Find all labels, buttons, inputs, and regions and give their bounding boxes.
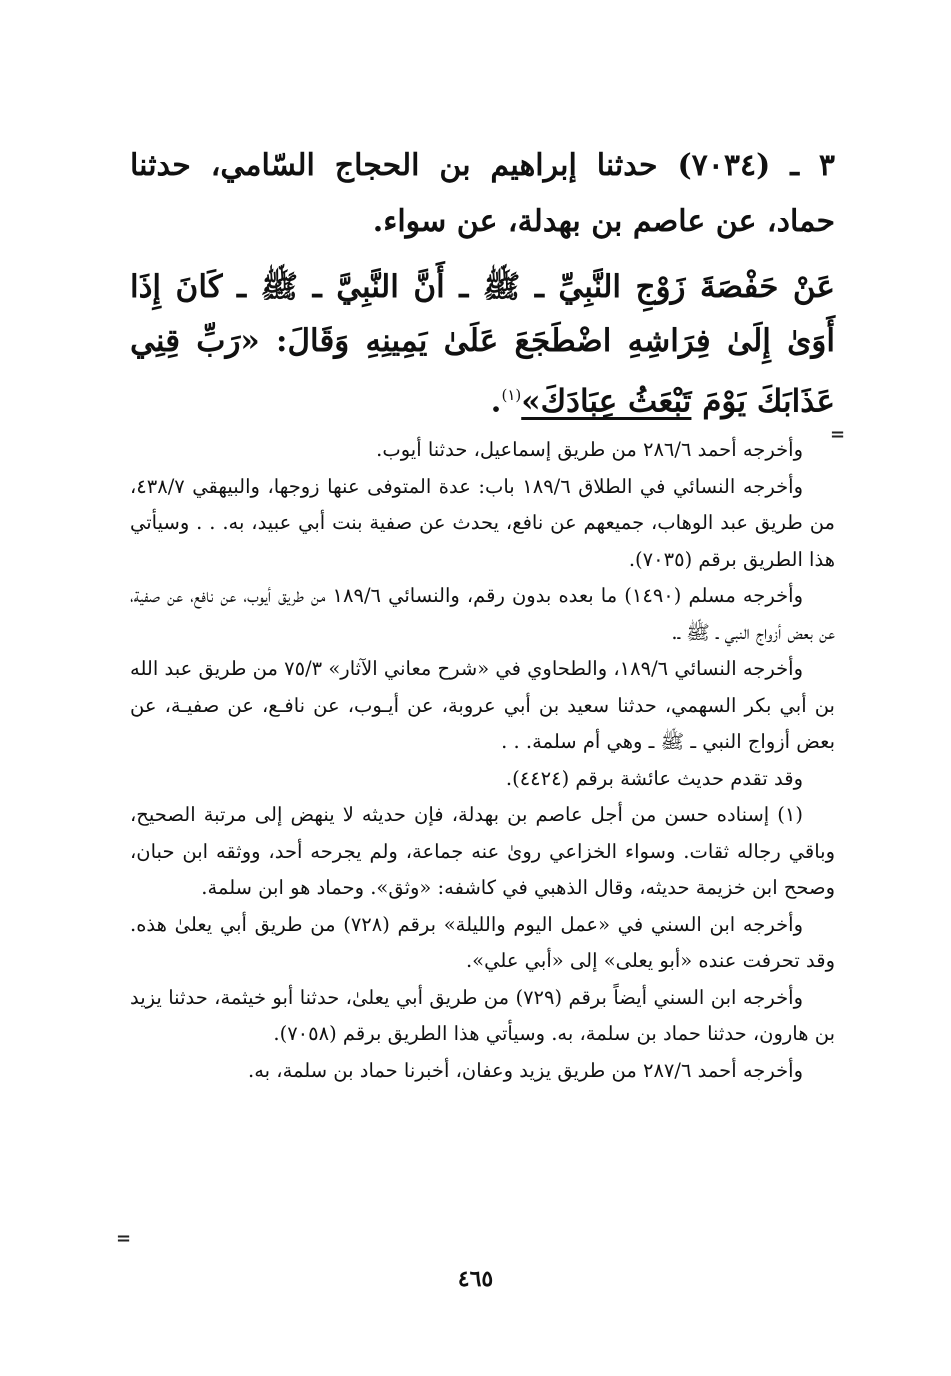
footnote-ref: (١) <box>501 386 522 404</box>
page-end-mark: = <box>116 1228 132 1249</box>
hadith-final-dot: . <box>490 383 502 420</box>
note-8: وأخرجه ابن السني أيضاً برقم (٧٢٩) من طريق أبي يعلىٰ، حدثنا أبو خيثمة، حدثنا يزيد بن هارون، حدثنا حماد بن سلمة، به. وسيأتي هذا الطريق برقم (٧٠٥٨). <box>130 985 835 1046</box>
note-3: وأخرجه مسلم (١٤٩٠) ما بعده بدون رقم، والنسائي ١٨٩/٦ من طريق أيوب، عن نافع، عن صفية، عن بعض أزواج النبي ـ ﷺ ـ. <box>130 584 835 644</box>
page-number: ٤٦٥ <box>457 1266 494 1292</box>
note-7: وأخرجه ابن السني في «عمل اليوم والليلة» برقم (٧٢٨) من طريق أبي يعلىٰ هذه. وقد تحرفت عنده «أبو يعلى» إلى «أبي علي». <box>130 912 835 973</box>
hadith-matn: عَنْ حَفْصَةَ زَوْجِ النَّبِيِّ ـ ﷺ ـ أَنَّ النَّبِيَّ ـ ﷺ ـ كَانَ إِذَا أَوَىٰ إِلَىٰ فِرَاشِهِ اضْطَجَعَ عَلَىٰ يَمِينِهِ وَقَالَ: «رَبِّ قِنِي عَذَابَكَ يَوْمَ <box>130 269 835 420</box>
hadith-text <box>130 260 835 428</box>
note-6: (١) إسناده حسن من أجل عاصم بن بهدلة، فإن حديثه لا ينهض إلى مرتبة الصحيح، وباقي رجاله ثقات. وسواء الخزاعي روىٰ عنه جماعة، ولم يجرحه أحد، ووثقه ابن حبان، وصحح ابن خزيمة حديثه، وقال الذهبي في كاشفه: «وثق». وحماد هو ابن سلمة. <box>130 803 835 900</box>
note-4: وأخرجه النسائي ١٨٩/٦، والطحاوي في «شرح معاني الآثار» ٧٥/٣ من طريق عبد الله بن أبي بكر السهمي، حدثنا سعيد بن أبي عروبة، عن أيـوب، عن نافـع، عن صفيـة، عن بعض أزواج النبي ـ ﷺ ـ وهي أم سلمة. . . <box>130 657 835 754</box>
continuation-mark: = <box>830 424 846 445</box>
footnotes <box>130 432 835 1089</box>
note-5: وقد تقدم حديث عائشة برقم (٤٤٢٤). <box>505 766 803 790</box>
page-body <box>130 138 835 1089</box>
note-2: وأخرجه النسائي في الطلاق ١٨٩/٦ باب: عدة المتوفى عنها زوجها، والبيهقي ٤٣٨/٧، من طريق عبد الوهاب، جميعهم عن نافع، يحدث عن صفية بنت أبي عبيد، به. . . وسيأتي هذا الطريق برقم (٧٠٣٥). <box>130 474 835 571</box>
note-1: وأخرجه أحمد ٢٨٦/٦ من طريق إسماعيل، حدثنا أيوب. <box>376 438 803 462</box>
hadith-heading: ٣ ـ (٧٠٣٤) حدثنا إبراهيم بن الحجاج السّامي، حدثنا حماد، عن عاصم بن بهدلة، عن سواء. <box>130 148 835 239</box>
hadith-matn-end: تَبْعَثُ عِبَادَكَ» <box>521 383 692 420</box>
note-9: وأخرجه أحمد ٢٨٧/٦ من طريق يزيد وعفان، أخبرنا حماد بن سلمة، به. <box>248 1058 803 1082</box>
